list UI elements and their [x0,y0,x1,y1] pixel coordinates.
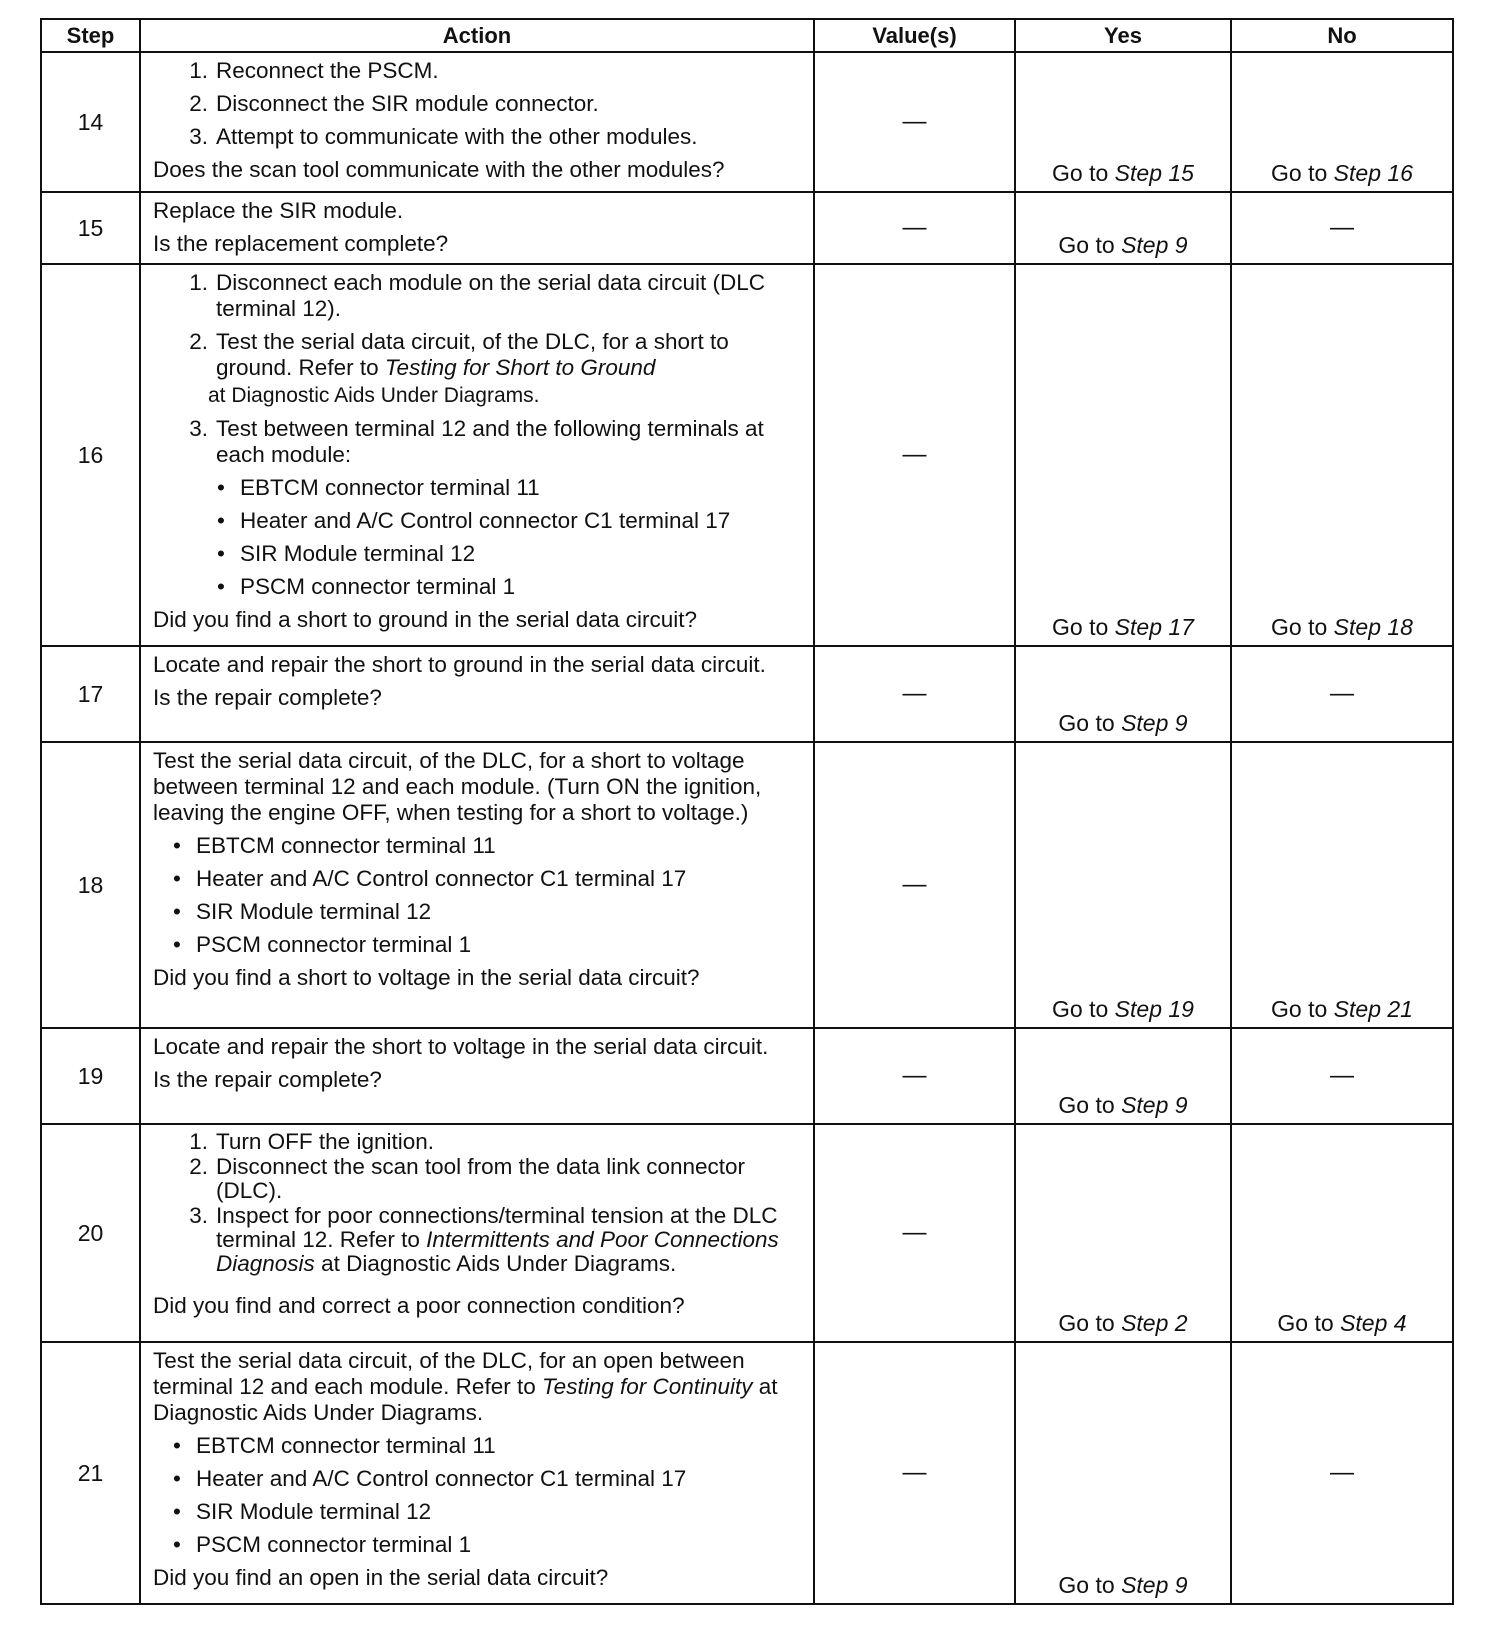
list-item: 2. Disconnect the SIR module connector. [189,91,599,116]
value-dash: — [902,214,927,241]
step-number: 21 [41,1342,140,1604]
action-text: Locate and repair the short to voltage in the serial data circuit. [153,1034,769,1059]
bullet-item: • EBTCM connector terminal 11 [217,475,540,500]
question-text: Is the repair complete? [153,685,382,710]
list-item: 1. Reconnect the PSCM. [189,58,439,83]
header-no: No [1231,19,1453,52]
value-cell [814,264,1015,646]
no-dash: — [1330,1062,1354,1089]
value-dash: — [902,441,927,468]
yes-goto[interactable]: Go to Step 2 [1058,1310,1188,1336]
list-item: 2. Disconnect the scan tool from the data link connector (DLC). [189,1154,746,1203]
question-text: Did you find an open in the serial data circuit? [153,1565,609,1590]
action-text: Replace the SIR module. [153,198,404,223]
yes-cell [1015,264,1231,646]
no-cell [1231,192,1453,264]
yes-cell [1015,646,1231,742]
value-cell [814,1342,1015,1604]
step-number: 16 [41,264,140,646]
step-number: 17 [41,646,140,742]
yes-cell [1015,742,1231,1028]
yes-cell [1015,52,1231,192]
action-cell [140,1342,814,1604]
yes-goto[interactable]: Go to Step 17 [1052,614,1194,640]
table-row [41,1124,1453,1342]
no-goto[interactable]: Go to Step 4 [1277,1310,1407,1336]
list-item: 3. Test between terminal 12 and the following terminals at each module: [189,416,764,467]
no-cell [1231,646,1453,742]
value-dash: — [902,108,927,135]
yes-goto[interactable]: Go to Step 9 [1058,1572,1188,1598]
action-cell [140,1124,814,1342]
value-dash: — [902,680,927,707]
table-row [41,264,1453,646]
bullet-item: • Heater and A/C Control connector C1 terminal 17 [173,866,687,891]
no-cell [1231,264,1453,646]
no-goto[interactable]: Go to Step 18 [1271,614,1413,640]
yes-cell [1015,192,1231,264]
list-item: 3. Inspect for poor connections/terminal tension at the DLC terminal 12. Refer to Intermittents and Poor Connections Diagnosis at Diagnostic Aids Under Diagrams. [189,1203,779,1276]
no-dash: — [1330,1459,1354,1486]
value-dash: — [902,1062,927,1089]
bullet-item: • PSCM connector terminal 1 [173,1532,472,1557]
header-step: Step [41,19,140,52]
step-number: 20 [41,1124,140,1342]
question-text: Did you find and correct a poor connection condition? [153,1293,685,1318]
question-text: Does the scan tool communicate with the other modules? [153,157,725,182]
action-text: Test the serial data circuit, of the DLC, for a short to voltage between terminal 12 and each module. (Turn ON the ignition, leaving the engine OFF, when testing for a short to voltage.) [153,748,762,825]
yes-cell [1015,1342,1231,1604]
no-goto[interactable]: Go to Step 21 [1271,996,1413,1022]
table-row [41,192,1453,264]
no-cell [1231,1028,1453,1124]
yes-goto[interactable]: Go to Step 9 [1058,710,1188,736]
table-row [41,1028,1453,1124]
step-number: 14 [41,52,140,192]
bullet-item: • EBTCM connector terminal 11 [173,833,496,858]
step-number: 18 [41,742,140,1028]
yes-cell [1015,1124,1231,1342]
bullet-item: • Heater and A/C Control connector C1 terminal 17 [217,508,731,533]
list-item-continuation: at Diagnostic Aids Under Diagrams. [208,384,540,407]
list-item: 3. Attempt to communicate with the other modules. [189,124,698,149]
list-item: 2. Test the serial data circuit, of the DLC, for a short to ground. Refer to Testing for Short to Ground [189,329,729,380]
action-cell [140,192,814,264]
header-row [41,19,1453,52]
value-cell [814,742,1015,1028]
question-text: Did you find a short to voltage in the serial data circuit? [153,965,700,990]
no-cell [1231,1124,1453,1342]
table-row [41,646,1453,742]
value-dash: — [902,871,927,898]
table-row [41,1342,1453,1604]
bullet-item: • SIR Module terminal 12 [173,1499,432,1524]
question-text: Did you find a short to ground in the serial data circuit? [153,607,698,632]
diagnostic-table [40,18,1454,1605]
value-cell [814,1028,1015,1124]
value-cell [814,1124,1015,1342]
bullet-item: • PSCM connector terminal 1 [217,574,516,599]
action-cell [140,742,814,1028]
header-yes: Yes [1015,19,1231,52]
step-number: 19 [41,1028,140,1124]
action-cell [140,646,814,742]
yes-goto[interactable]: Go to Step 9 [1058,1092,1188,1118]
no-goto[interactable]: Go to Step 16 [1271,160,1413,186]
value-cell [814,192,1015,264]
no-cell [1231,742,1453,1028]
table-row [41,52,1453,192]
header-action: Action [140,19,814,52]
action-text: Locate and repair the short to ground in the serial data circuit. [153,652,766,677]
list-item: 1. Turn OFF the ignition. [189,1129,435,1154]
bullet-item: • PSCM connector terminal 1 [173,932,472,957]
bullet-item: • EBTCM connector terminal 11 [173,1433,496,1458]
no-dash: — [1330,680,1354,707]
value-cell [814,646,1015,742]
yes-goto[interactable]: Go to Step 19 [1052,996,1194,1022]
action-text: Test the serial data circuit, of the DLC, for an open between terminal 12 and each module. Refer to Testing for Continuity at Diagnostic Aids Under Diagrams. [153,1348,778,1425]
no-cell [1231,52,1453,192]
value-dash: — [902,1459,927,1486]
no-dash: — [1330,214,1354,241]
bullet-item: • SIR Module terminal 12 [173,899,432,924]
value-dash: — [902,1219,927,1246]
action-cell [140,1028,814,1124]
yes-goto[interactable]: Go to Step 15 [1052,160,1194,186]
header-values: Value(s) [814,19,1015,52]
action-cell [140,264,814,646]
yes-cell [1015,1028,1231,1124]
list-item: 1. Disconnect each module on the serial data circuit (DLC terminal 12). [189,270,766,321]
bullet-item: • SIR Module terminal 12 [217,541,476,566]
question-text: Is the replacement complete? [153,231,449,256]
question-text: Is the repair complete? [153,1067,382,1092]
step-number: 15 [41,192,140,264]
bullet-item: • Heater and A/C Control connector C1 terminal 17 [173,1466,687,1491]
yes-goto[interactable]: Go to Step 9 [1058,232,1188,258]
value-cell [814,52,1015,192]
action-cell [140,52,814,192]
table-row [41,742,1453,1028]
no-cell [1231,1342,1453,1604]
